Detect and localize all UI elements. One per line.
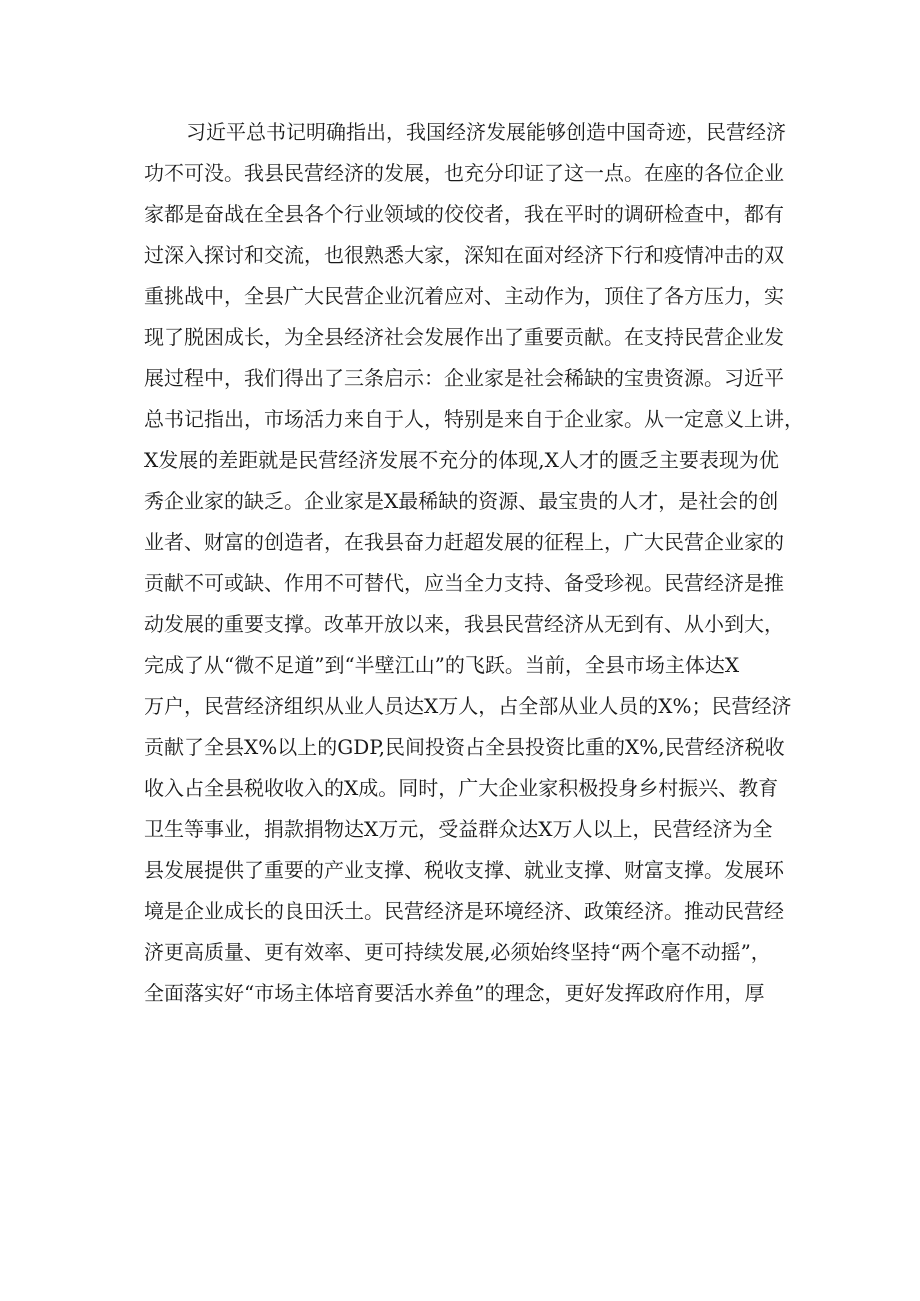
paragraph-body bbox=[144, 112, 804, 1014]
text-line: 境是企业成长的良田沃土。民营经济是环境经济、政策经济。推动民营经 bbox=[144, 899, 784, 923]
text-line: 秀企业家的缺乏。企业家是X最稀缺的资源、最宝贵的人才，是社会的创 bbox=[144, 489, 779, 513]
text-line: 济更高质量、更有效率、更可持续发展,必须始终坚持“两个毫不动摇”， bbox=[144, 940, 771, 964]
text-line: 贡献不可或缺、作用不可替代，应当全力支持、备受珍视。民营经济是推 bbox=[144, 571, 784, 595]
text-line: 展过程中，我们得出了三条启示：企业家是社会稀缺的宝贵资源。习近平 bbox=[144, 366, 784, 390]
text-line: 全面落实好“市场主体培育要活水养鱼”的理念，更好发挥政府作用，厚 bbox=[144, 981, 765, 1005]
text-line: 家都是奋战在全县各个行业领域的佼佼者，我在平时的调研检查中，都有 bbox=[144, 202, 784, 226]
text-line: 习近平总书记明确指出，我国经济发展能够创造中国奇迹，民营经济 bbox=[186, 120, 786, 144]
text-line: 重挑战中，全县广大民营企业沉着应对、主动作为，顶住了各方压力，实 bbox=[144, 284, 784, 308]
text-line: 动发展的重要支撑。改革开放以来，我县民营经济从无到有、从小到大， bbox=[144, 612, 784, 636]
text-line: 现了脱困成长，为全县经济社会发展作出了重要贡献。在支持民营企业发 bbox=[144, 325, 784, 349]
text-line: X发展的差距就是民营经济发展不充分的体现,X人才的匮乏主要表现为优 bbox=[144, 448, 779, 472]
text-line: 卫生等事业，捐款捐物达X万元，受益群众达X万人以上，民营经济为全 bbox=[144, 817, 773, 841]
text-line: 功不可没。我县民营经济的发展，也充分印证了这一点。在座的各位企业 bbox=[144, 161, 784, 185]
text-line: 县发展提供了重要的产业支撑、税收支撑、就业支撑、财富支撑。发展环 bbox=[144, 858, 784, 882]
text-line: 总书记指出，市场活力来自于人，特别是来自于企业家。从一定意义上讲， bbox=[144, 407, 804, 431]
text-line: 万户，民营经济组织从业人员达X万人，占全部从业人员的X%；民营经济 bbox=[144, 694, 792, 718]
text-line: 过深入探讨和交流，也很熟悉大家，深知在面对经济下行和疫情冲击的双 bbox=[144, 243, 784, 267]
text-line: 业者、财富的创造者，在我县奋力赶超发展的征程上，广大民营企业家的 bbox=[144, 530, 784, 554]
text-line: 贡献了全县X%以上的GDP,民间投资占全县投资比重的X%,民营经济税收 bbox=[144, 735, 785, 759]
text-line: 完成了从“微不足道”到“半壁江山”的飞跃。当前，全县市场主体达X bbox=[144, 653, 740, 677]
text-line: 收入占全县税收收入的X成。同时，广大企业家积极投身乡村振兴、教育 bbox=[144, 776, 779, 800]
